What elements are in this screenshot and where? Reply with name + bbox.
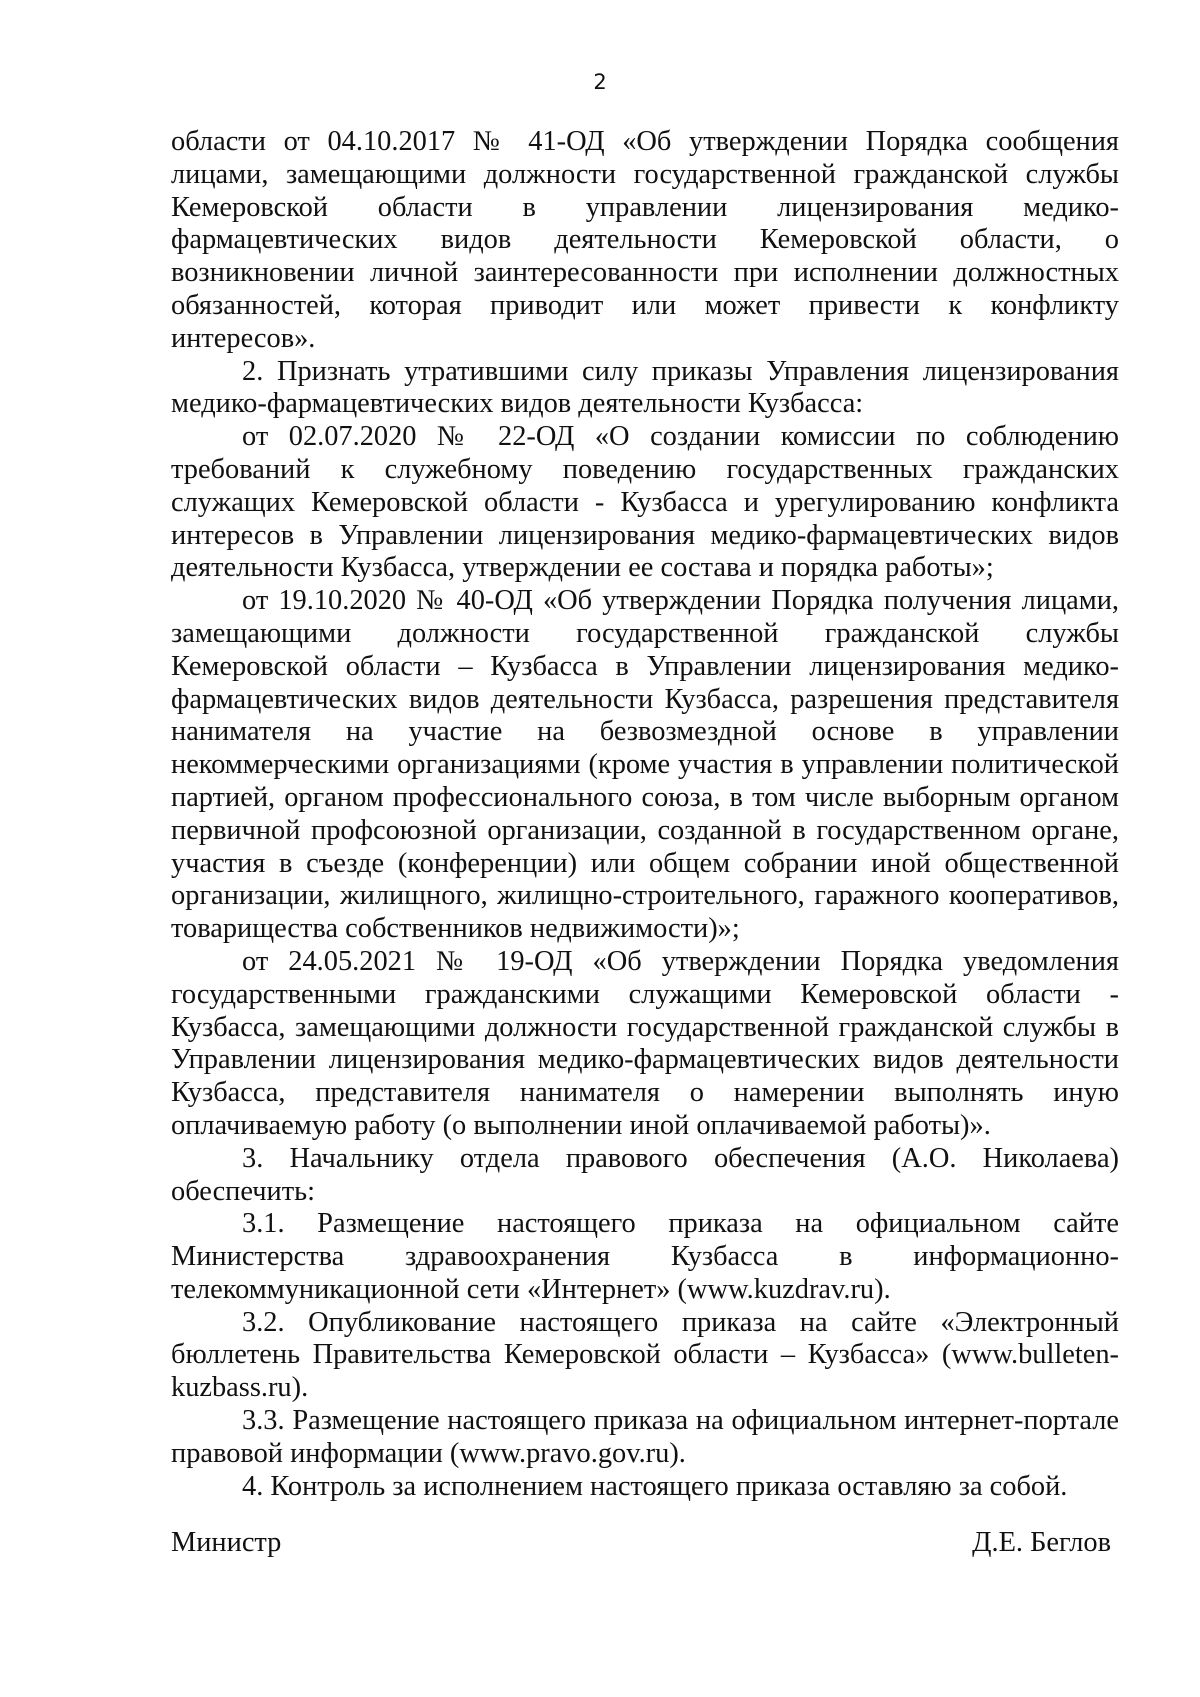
signature-block (171, 1525, 1119, 1561)
paragraph-item-4: 4. Контроль за исполнением настоящего приказа оставляю за собой. (242, 1470, 1068, 1502)
paragraph-prior-order-continuation: области от 04.10.2017 № 41-ОД «Об утверждении Порядка сообщения лицами, замещающими должности государственной гражданской службы Кемеровской области в управлении лицензирования медико-фармацевтических видов деятельности Кемеровской области, о возникновении личной заинтересованности при исполнении должностных обязанностей, которая приводит или может привести к конфликту интересов». (171, 126, 1119, 354)
signatory-title: Министр (171, 1527, 282, 1558)
paragraph-item-3-2: 3.2. Опубликование настоящего приказа на сайте «Электронный бюллетень Правительства Кемеровской области – Кузбасса» (www.bulleten-kuzbass.ru). (171, 1306, 1119, 1404)
paragraph-item-3-3: 3.3. Размещение настоящего приказа на официальном интернет-портале правовой информации (www.pravo.gov.ru). (171, 1405, 1119, 1469)
paragraph-order-19-od: от 24.05.2021 № 19-ОД «Об утверждении Порядка уведомления государственными гражданскими служащими Кемеровской области - Кузбасса, замещающими должности государственной гражданской службы в Управлении лицензирования медико-фармацевтических видов деятельности Кузбасса, представителя нанимателя о намерении выполнять иную оплачиваемую работу (о выполнении иной оплачиваемой работы)». (171, 945, 1119, 1141)
page-number: 2 (593, 70, 607, 94)
document-body (171, 126, 1119, 1503)
signatory-name: Д.Е. Беглов (972, 1527, 1111, 1558)
paragraph-item-3-1: 3.1. Размещение настоящего приказа на официальном сайте Министерства здравоохранения Кузбасса в информационно-телекоммуникационной сети «Интернет» (www.kuzdrav.ru). (171, 1208, 1119, 1305)
paragraph-order-40-od: от 19.10.2020 № 40-ОД «Об утверждении Порядка получения лицами, замещающими должности государственной гражданской службы Кемеровской области – Кузбасса в Управлении лицензирования медико-фармацевтических видов деятельности Кузбасса, разрешения представителя нанимателя на участие на безвозмездной основе в управлении некоммерческими организациями (кроме участия в управлении политической партией, органом профессионального союза, в том числе выборным органом первичной профсоюзной организации, созданной в государственном органе, участия в съезде (конференции) или общем собрании иной общественной организации, жилищного, жилищно-строительного, гаражного кооперативов, товарищества собственников недвижимости)»; (171, 585, 1119, 945)
paragraph-item-3: 3. Начальнику отдела правового обеспечения (А.О. Николаева) обеспечить: (171, 1142, 1119, 1207)
paragraph-item-2: 2. Признать утратившими силу приказы Управления лицензирования медико-фармацевтических видов деятельности Кузбасса: (171, 355, 1119, 420)
paragraph-order-22-od: от 02.07.2020 № 22-ОД «О создании комиссии по соблюдению требований к служебному поведению государственных гражданских служащих Кемеровской области - Кузбасса и урегулированию конфликта интересов в Управлении лицензирования медико-фармацевтических видов деятельности Кузбасса, утверждении ее состава и порядка работы»; (171, 421, 1119, 584)
